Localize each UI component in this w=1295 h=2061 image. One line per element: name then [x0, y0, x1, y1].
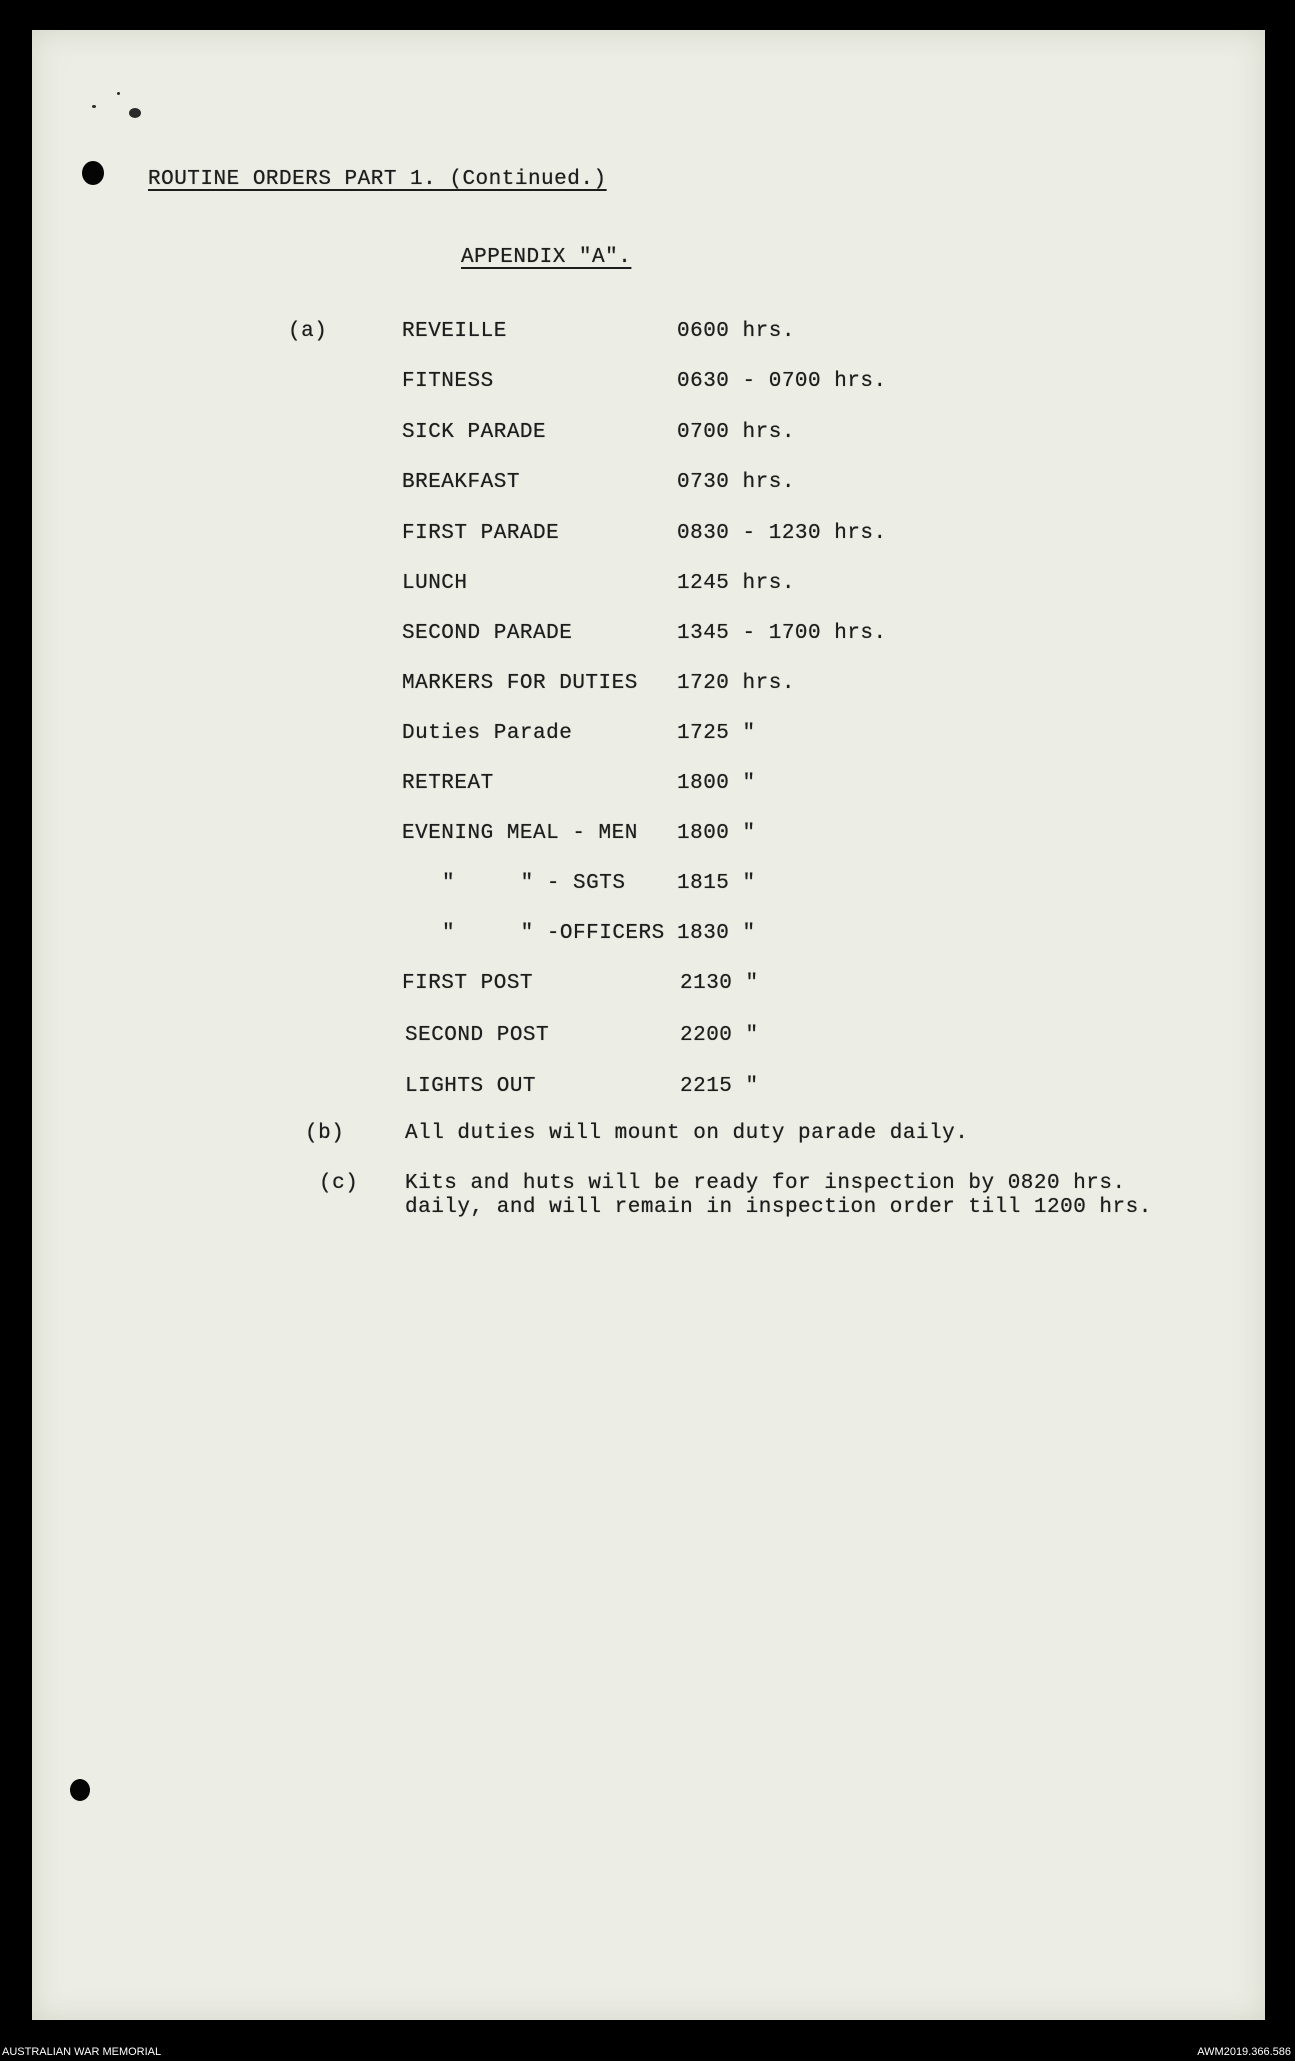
schedule-time: 0730 hrs. — [677, 471, 795, 494]
schedule-item: LUNCH — [402, 572, 468, 595]
ink-speck — [117, 92, 120, 95]
schedule-time: 1345 - 1700 hrs. — [677, 622, 887, 645]
schedule-time: 0630 - 0700 hrs. — [677, 370, 887, 393]
schedule-time: 2200 " — [680, 1024, 759, 1047]
schedule-item: FITNESS — [402, 370, 494, 393]
schedule-item: FIRST POST — [402, 972, 534, 995]
schedule-time: 0830 - 1230 hrs. — [677, 522, 887, 545]
schedule-time: 1800 " — [677, 772, 756, 795]
schedule-time: 0600 hrs. — [677, 320, 795, 343]
schedule-time: 1720 hrs. — [677, 672, 795, 695]
schedule-item: SECOND POST — [405, 1024, 550, 1047]
section-c-line-1: Kits and huts will be ready for inspection by 0820 hrs. — [405, 1172, 1126, 1195]
schedule-time: 1725 " — [677, 722, 756, 745]
punch-hole-bottom — [70, 1779, 90, 1801]
section-c-label: (c) — [319, 1172, 359, 1195]
footer-left: AUSTRALIAN WAR MEMORIAL — [2, 2046, 162, 2058]
punch-hole-top — [82, 161, 104, 185]
appendix-title: APPENDIX "A". — [461, 246, 632, 269]
schedule-time: 1245 hrs. — [677, 572, 795, 595]
document-page — [32, 30, 1265, 2020]
section-b-text: All duties will mount on duty parade daily. — [405, 1122, 969, 1145]
schedule-item: REVEILLE — [402, 320, 507, 343]
schedule-item: BREAKFAST — [402, 471, 520, 494]
schedule-item: RETREAT — [402, 772, 494, 795]
schedule-time: 2130 " — [680, 972, 759, 995]
schedule-time: 1800 " — [677, 822, 756, 845]
schedule-time: 2215 " — [680, 1075, 759, 1098]
footer-right: AWM2019.366.586 — [1197, 2046, 1291, 2058]
page-heading: ROUTINE ORDERS PART 1. (Continued.) — [148, 168, 607, 191]
ink-speck — [129, 108, 141, 118]
schedule-item: Duties Parade — [402, 722, 573, 745]
schedule-item: MARKERS FOR DUTIES — [402, 672, 638, 695]
schedule-item: " " - SGTS — [442, 872, 626, 895]
schedule-item: SECOND PARADE — [402, 622, 573, 645]
schedule-time: 1815 " — [677, 872, 756, 895]
schedule-item: LIGHTS OUT — [405, 1075, 537, 1098]
schedule-time: 0700 hrs. — [677, 421, 795, 444]
ink-speck — [92, 105, 96, 108]
schedule-item: " " -OFFICERS — [442, 922, 665, 945]
schedule-item: EVENING MEAL - MEN — [402, 822, 638, 845]
section-c-line-2: daily, and will remain in inspection order till 1200 hrs. — [405, 1196, 1152, 1219]
section-a-label: (a) — [288, 320, 328, 343]
schedule-time: 1830 " — [677, 922, 756, 945]
section-b-label: (b) — [305, 1122, 345, 1145]
schedule-item: FIRST PARADE — [402, 522, 560, 545]
schedule-item: SICK PARADE — [402, 421, 547, 444]
